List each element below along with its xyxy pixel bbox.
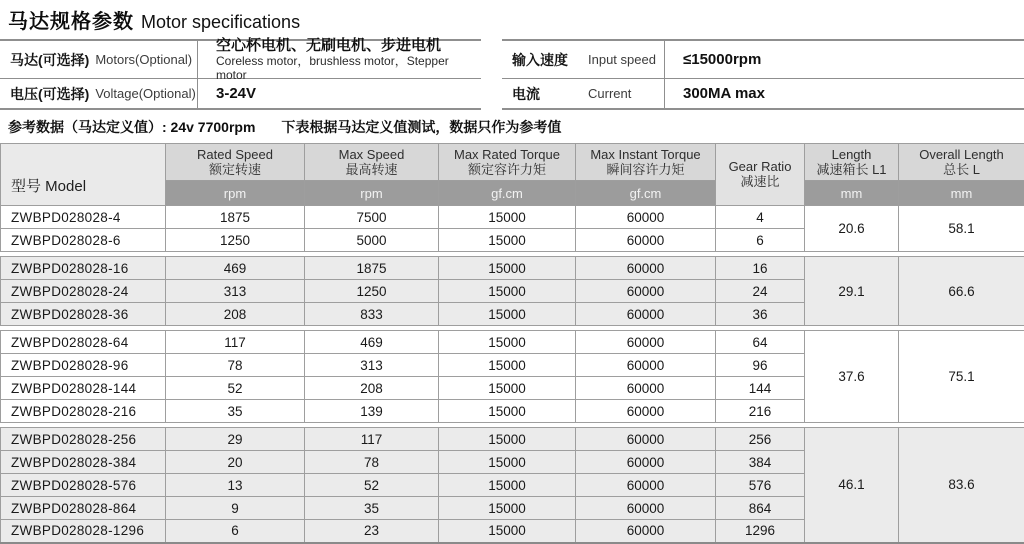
motor-voltage-spec-table <box>0 39 481 110</box>
cell-model: ZWBPD028028-64 <box>1 331 166 354</box>
cell-model: ZWBPD028028-384 <box>1 451 166 474</box>
cell-max-speed: 35 <box>305 497 439 520</box>
cell-max-speed: 78 <box>305 451 439 474</box>
cell-gear-ratio: 144 <box>716 377 805 400</box>
cell-max-instant-torque: 60000 <box>576 331 716 354</box>
column-header-max-instant-torque <box>576 144 716 181</box>
motors-value <box>197 37 481 82</box>
cell-max-rated-torque: 15000 <box>439 474 576 497</box>
cell-rated-speed: 208 <box>166 303 305 326</box>
cell-rated-speed: 1875 <box>166 206 305 229</box>
cell-gear-ratio: 864 <box>716 497 805 520</box>
cell-model: ZWBPD028028-576 <box>1 474 166 497</box>
motors-value-en: Coreless motor，brushless motor，Stepper motor <box>216 54 449 82</box>
cell-max-rated-torque: 15000 <box>439 400 576 423</box>
column-header-model: 型号 Model <box>1 144 166 206</box>
gear-ratio-en: Gear Ratio <box>728 159 792 174</box>
cell-max-rated-torque: 15000 <box>439 206 576 229</box>
cell-max-speed: 139 <box>305 400 439 423</box>
cell-gear-ratio: 36 <box>716 303 805 326</box>
cell-gear-ratio: 6 <box>716 229 805 252</box>
cell-rated-speed: 117 <box>166 331 305 354</box>
cell-max-speed: 5000 <box>305 229 439 252</box>
cell-rated-speed: 78 <box>166 354 305 377</box>
rated-speed-en: Rated Speed <box>197 146 273 162</box>
cell-max-speed: 117 <box>305 428 439 451</box>
cell-max-speed: 313 <box>305 354 439 377</box>
input-speed-value <box>664 41 1024 78</box>
motor-spec-table <box>0 143 1024 544</box>
max-instant-torque-zh: 瞬间容许力矩 <box>606 161 685 177</box>
cell-gear-ratio: 96 <box>716 354 805 377</box>
motors-label <box>0 41 197 78</box>
cell-model: ZWBPD028028-4 <box>1 206 166 229</box>
cell-rated-speed: 13 <box>166 474 305 497</box>
cell-model: ZWBPD028028-36 <box>1 303 166 326</box>
voltage-label-en: Voltage(Optional) <box>95 86 196 101</box>
voltage-value <box>197 79 481 108</box>
table-row <box>1 331 1024 354</box>
table-row <box>1 206 1024 229</box>
reference-note-values: 参考数据（马达定义值）: 24v 7700rpm <box>8 119 256 135</box>
column-header-rated-speed <box>166 144 305 181</box>
motors-label-en: Motors(Optional) <box>95 52 193 67</box>
voltage-label <box>0 79 197 108</box>
spec-row-current <box>502 78 1024 108</box>
cell-rated-speed: 20 <box>166 451 305 474</box>
cell-max-rated-torque: 15000 <box>439 354 576 377</box>
cell-gear-ratio: 384 <box>716 451 805 474</box>
cell-length-l1: 20.6 <box>805 206 899 252</box>
cell-gear-ratio: 1296 <box>716 520 805 543</box>
cell-max-instant-torque: 60000 <box>576 497 716 520</box>
max-rated-torque-en: Max Rated Torque <box>454 146 560 162</box>
cell-rated-speed: 35 <box>166 400 305 423</box>
max-instant-torque-en: Max Instant Torque <box>590 146 701 162</box>
cell-max-speed: 52 <box>305 474 439 497</box>
column-header-overall-length <box>899 144 1024 181</box>
cell-length-l1: 46.1 <box>805 428 899 543</box>
cell-max-rated-torque: 15000 <box>439 331 576 354</box>
cell-max-instant-torque: 60000 <box>576 520 716 543</box>
cell-max-rated-torque: 15000 <box>439 303 576 326</box>
page-title-en: Motor specifications <box>141 12 301 32</box>
table-row <box>1 257 1024 280</box>
cell-gear-ratio: 24 <box>716 280 805 303</box>
input-speed-label-zh: 输入速度 <box>512 51 568 68</box>
cell-overall-length: 66.6 <box>899 257 1024 326</box>
cell-overall-length: 58.1 <box>899 206 1024 252</box>
cell-max-speed: 208 <box>305 377 439 400</box>
current-label <box>502 79 664 108</box>
input-speed-label <box>502 41 664 78</box>
current-label-en: Current <box>588 86 632 101</box>
motors-label-zh: 马达(可选择) <box>10 51 90 68</box>
cell-length-l1: 29.1 <box>805 257 899 326</box>
cell-max-instant-torque: 60000 <box>576 474 716 497</box>
overall-length-zh: 总长 L <box>943 161 980 177</box>
cell-max-rated-torque: 15000 <box>439 377 576 400</box>
cell-max-instant-torque: 60000 <box>576 229 716 252</box>
current-label-zh: 电流 <box>512 85 540 102</box>
cell-overall-length: 75.1 <box>899 331 1024 423</box>
cell-max-speed: 833 <box>305 303 439 326</box>
cell-max-rated-torque: 15000 <box>439 280 576 303</box>
cell-max-rated-torque: 15000 <box>439 257 576 280</box>
voltage-value-text: 3-24V <box>216 85 257 102</box>
column-header-length-l1 <box>805 144 899 181</box>
cell-model: ZWBPD028028-1296 <box>1 520 166 543</box>
cell-rated-speed: 29 <box>166 428 305 451</box>
current-value <box>664 79 1024 108</box>
spec-summary-section <box>0 39 1024 110</box>
cell-gear-ratio: 216 <box>716 400 805 423</box>
cell-model: ZWBPD028028-216 <box>1 400 166 423</box>
gear-ratio-zh: 减速比 <box>740 174 780 189</box>
cell-rated-speed: 9 <box>166 497 305 520</box>
cell-model: ZWBPD028028-6 <box>1 229 166 252</box>
cell-max-speed: 469 <box>305 331 439 354</box>
unit-overall-length: mm <box>899 181 1024 206</box>
page-title-zh: 马达规格参数 <box>8 11 134 33</box>
cell-max-instant-torque: 60000 <box>576 206 716 229</box>
cell-max-instant-torque: 60000 <box>576 451 716 474</box>
max-rated-torque-zh: 额定容许力矩 <box>467 161 546 177</box>
cell-gear-ratio: 576 <box>716 474 805 497</box>
unit-rated-speed: rpm <box>166 181 305 206</box>
cell-model: ZWBPD028028-16 <box>1 257 166 280</box>
reference-note <box>8 117 1024 137</box>
max-speed-en: Max Speed <box>338 146 405 162</box>
cell-model: ZWBPD028028-864 <box>1 497 166 520</box>
cell-rated-speed: 6 <box>166 520 305 543</box>
cell-length-l1: 37.6 <box>805 331 899 423</box>
cell-gear-ratio: 64 <box>716 331 805 354</box>
cell-max-rated-torque: 15000 <box>439 428 576 451</box>
cell-model: ZWBPD028028-24 <box>1 280 166 303</box>
unit-max-speed: rpm <box>305 181 439 206</box>
spec-row-input-speed <box>502 41 1024 78</box>
table-body <box>1 206 1024 543</box>
cell-model: ZWBPD028028-144 <box>1 377 166 400</box>
cell-rated-speed: 1250 <box>166 229 305 252</box>
length-l1-en: Length <box>831 146 872 162</box>
cell-rated-speed: 469 <box>166 257 305 280</box>
unit-max-rated-torque: gf.cm <box>439 181 576 206</box>
unit-max-instant-torque: gf.cm <box>576 181 716 206</box>
motors-value-zh: 空心杯电机、无刷电机、步进电机 <box>216 37 442 54</box>
max-speed-zh: 最高转速 <box>345 161 398 177</box>
unit-length-l1: mm <box>805 181 899 206</box>
cell-rated-speed: 313 <box>166 280 305 303</box>
input-current-spec-table <box>502 39 1024 110</box>
column-header-gear-ratio <box>716 144 805 206</box>
voltage-label-zh: 电压(可选择) <box>10 85 90 102</box>
cell-max-instant-torque: 60000 <box>576 303 716 326</box>
cell-model: ZWBPD028028-96 <box>1 354 166 377</box>
cell-max-instant-torque: 60000 <box>576 428 716 451</box>
current-value-text: 300MA max <box>683 85 765 102</box>
cell-gear-ratio: 16 <box>716 257 805 280</box>
cell-max-speed: 1875 <box>305 257 439 280</box>
cell-gear-ratio: 4 <box>716 206 805 229</box>
cell-max-instant-torque: 60000 <box>576 377 716 400</box>
spec-row-motors <box>0 37 481 82</box>
cell-max-instant-torque: 60000 <box>576 257 716 280</box>
rated-speed-zh: 额定转速 <box>208 161 261 177</box>
reference-note-desc: 下表根据马达定义值测试，数据只作为参考值 <box>281 119 562 135</box>
input-speed-label-en: Input speed <box>588 52 656 67</box>
input-speed-value-text: ≤15000rpm <box>683 51 762 68</box>
cell-max-speed: 1250 <box>305 280 439 303</box>
table-header <box>1 144 1024 206</box>
cell-max-rated-torque: 15000 <box>439 497 576 520</box>
cell-max-rated-torque: 15000 <box>439 451 576 474</box>
page-title <box>8 5 1024 34</box>
length-l1-zh: 减速箱长 L1 <box>816 161 887 177</box>
cell-max-rated-torque: 15000 <box>439 520 576 543</box>
column-header-max-rated-torque <box>439 144 576 181</box>
cell-model: ZWBPD028028-256 <box>1 428 166 451</box>
cell-overall-length: 83.6 <box>899 428 1024 543</box>
cell-max-instant-torque: 60000 <box>576 354 716 377</box>
spec-row-voltage <box>0 78 481 108</box>
cell-max-rated-torque: 15000 <box>439 229 576 252</box>
cell-gear-ratio: 256 <box>716 428 805 451</box>
table-row <box>1 428 1024 451</box>
overall-length-en: Overall Length <box>919 146 1004 162</box>
cell-max-speed: 23 <box>305 520 439 543</box>
column-header-max-speed <box>305 144 439 181</box>
cell-rated-speed: 52 <box>166 377 305 400</box>
cell-max-instant-torque: 60000 <box>576 280 716 303</box>
cell-max-instant-torque: 60000 <box>576 400 716 423</box>
cell-max-speed: 7500 <box>305 206 439 229</box>
